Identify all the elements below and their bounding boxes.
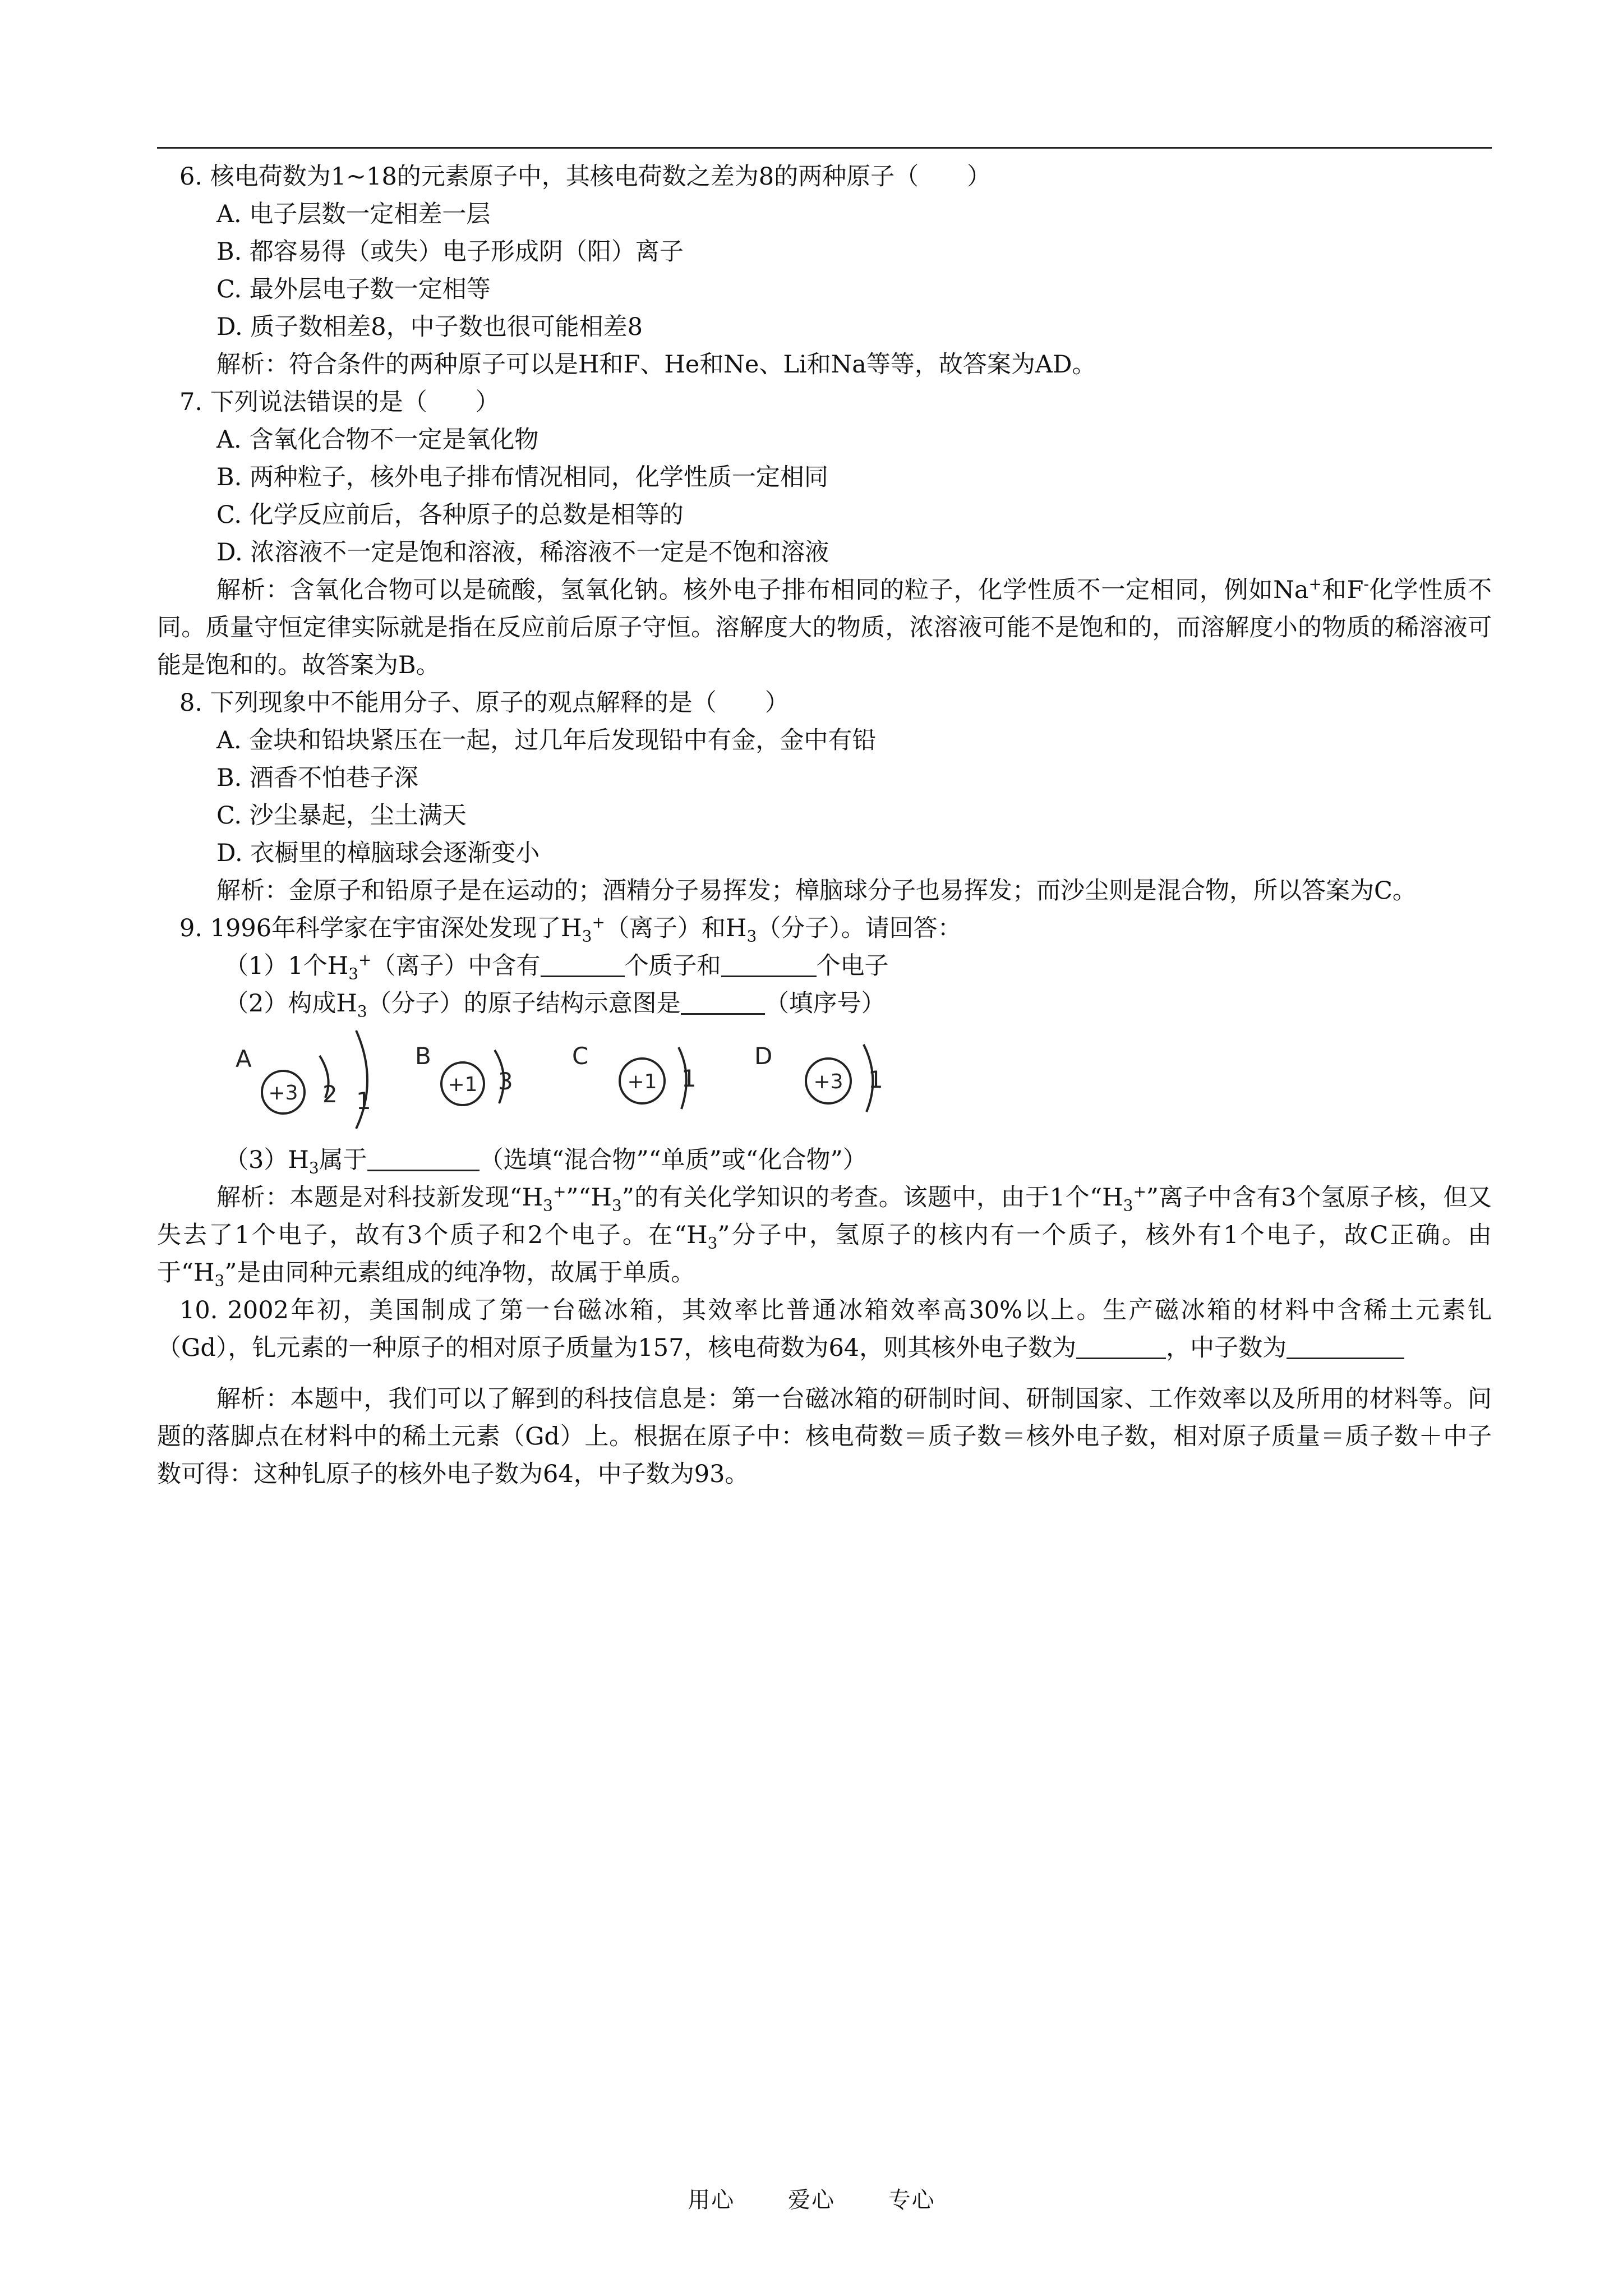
part-text: 个质子和 [624, 952, 721, 980]
question-8-option-d: D. 衣橱里的樟脑球会逐渐变小 [216, 839, 540, 867]
question-6-option-c: C. 最外层电子数一定相等 [216, 275, 491, 303]
subscript-3: 3 [582, 927, 592, 946]
question-6-analysis: 解析：符合条件的两种原子可以是H和F、He和Ne、Li和Na等等，故答案为AD。 [216, 351, 1096, 379]
analysis-text: 解析：含氧化合物可以是硫酸，氢氧化钠。核外电子排布相同的粒子，化学性质不一定相同，例如Na [216, 576, 1309, 604]
subscript-3: 3 [1123, 1196, 1133, 1215]
question-6-stem: 6. 核电荷数为1~18的元素原子中，其核电荷数之差为8的两种原子（ ） [179, 163, 992, 191]
atomic-structure-diagram [157, 1025, 1492, 1137]
part-text: （离子）中含有 [371, 952, 541, 980]
analysis-text: 解析：本题是对科技新发现“H [216, 1184, 543, 1212]
subscript-3: 3 [357, 1002, 367, 1021]
header-rule [157, 147, 1492, 149]
part-text: （填序号） [764, 990, 886, 1018]
superscript-minus: - [1363, 574, 1369, 593]
answer-blank[interactable] [721, 953, 817, 977]
shell-electrons-c1: 1 [681, 1065, 697, 1092]
stem-text: 9. 1996年科学家在宇宙深处发现了H [179, 914, 582, 942]
part-text: （2）构成H [224, 990, 357, 1018]
question-6-option-d: D. 质子数相差8，中子数也很可能相差8 [216, 313, 643, 341]
question-7-analysis [157, 572, 1492, 684]
superscript-plus: + [552, 1182, 566, 1201]
shell-electrons-a1: 2 [322, 1080, 338, 1108]
question-7-option-d: D. 浓溶液不一定是饱和溶液，稀溶液不一定是不饱和溶液 [216, 539, 829, 567]
footer-text-1: 用心 [688, 2187, 735, 2213]
atom-diagrams-svg [236, 1025, 1021, 1137]
stem-text: 10. 2002年初，美国制成了第一台磁冰箱，其效率比普通冰箱效率高30%以上。生产磁冰箱的材料中含稀土元素钆（Gd），钆元素的一种原子的相对原子质量为157，核电荷数为64，则其核外电子数为 [157, 1296, 1492, 1362]
superscript-plus: + [592, 913, 605, 932]
question-10-analysis: 解析：本题中，我们可以了解到的科技信息是：第一台磁冰箱的研制时间、研制国家、工作效率以及所用的材料等。问题的落脚点在材料中的稀土元素（Gd）上。根据在原子中：核电荷数＝质子数＝核外电子数，相对原子质量＝质子数＋中子数可得：这种钆原子的核外电子数为64，中子数为93。 [157, 1385, 1492, 1488]
question-6-option-a: A. 电子层数一定相差一层 [216, 200, 491, 228]
analysis-text: 化学性质不同。质量守恒定律实际就是指在反应前后原子守恒。溶解度大的物质，浓溶液可能不是饱和的，而溶解度小的物质的稀溶液可能是饱和的。故答案为B。 [157, 576, 1492, 679]
atom-c [572, 1042, 697, 1109]
question-9-part-1 [157, 947, 1492, 985]
analysis-text: ”分子中，氢原子的核内有一个质子，核外有1个电子，故C正确。由于“H [157, 1221, 1492, 1287]
analysis-text: ”是由同种元素组成的纯净物，故属于单质。 [224, 1259, 695, 1287]
question-7-option-c: C. 化学反应前后，各种原子的总数是相等的 [216, 501, 684, 529]
stem-text: （分子）。请回答： [757, 914, 962, 942]
question-8-option-c: C. 沙尘暴起，尘土满天 [216, 802, 467, 830]
stem-text: （离子）和H [605, 914, 747, 942]
nucleus-charge-a: +3 [268, 1082, 298, 1105]
part-text: 属于 [319, 1146, 367, 1174]
subscript-3: 3 [214, 1271, 225, 1290]
question-7-option-b: B. 两种粒子，核外电子排布情况相同，化学性质一定相同 [216, 463, 828, 491]
spacer [157, 1367, 1492, 1381]
stem-text: ，中子数为 [1166, 1334, 1287, 1362]
answer-blank[interactable] [681, 991, 765, 1015]
part-text: （选填“混合物”“单质”或“化合物”） [479, 1146, 867, 1174]
subscript-3: 3 [707, 1234, 718, 1253]
answer-blank[interactable] [541, 953, 625, 977]
question-7-option-a: A. 含氧化合物不一定是氧化物 [216, 426, 539, 454]
question-9-part-3 [157, 1142, 1492, 1179]
document-body [157, 158, 1492, 1493]
answer-blank[interactable] [367, 1147, 479, 1171]
shell-electrons-d1: 1 [868, 1066, 883, 1093]
atom-label-d: D [754, 1042, 773, 1070]
part-text: （1）1个H [224, 952, 349, 980]
atom-d [754, 1042, 883, 1112]
subscript-3: 3 [308, 1158, 319, 1177]
superscript-plus: + [1133, 1182, 1146, 1201]
subscript-3: 3 [611, 1196, 622, 1215]
question-6-option-b: B. 都容易得（或失）电子形成阴（阳）离子 [216, 238, 684, 266]
question-9-part-2 [157, 985, 1492, 1023]
atom-a [236, 1030, 371, 1129]
question-7-stem: 7. 下列说法错误的是（ ） [179, 388, 500, 416]
part-text: 个电子 [816, 952, 889, 980]
analysis-text: 和F [1321, 576, 1364, 604]
shell-electrons-b1: 3 [498, 1068, 513, 1095]
answer-blank[interactable] [1076, 1335, 1166, 1359]
footer-text-3: 专心 [888, 2187, 935, 2213]
analysis-text: ”离子中含有3个氢原子核，但又失去了1个电子，故有3个质子和2个电子。在“H [157, 1184, 1492, 1249]
atom-label-b: B [415, 1042, 431, 1070]
subscript-3: 3 [348, 964, 359, 983]
analysis-text: ”的有关化学知识的考查。该题中，由于1个“H [621, 1184, 1123, 1212]
footer-text-2: 爱心 [788, 2187, 835, 2213]
shell-electrons-a2: 1 [356, 1087, 371, 1115]
question-10-stem [157, 1292, 1492, 1367]
nucleus-charge-b: +1 [448, 1073, 478, 1096]
superscript-plus: + [358, 950, 372, 969]
question-8-option-a: A. 金块和铅块紧压在一起，过几年后发现铅中有金，金中有铅 [216, 726, 877, 754]
analysis-text: ”“H [566, 1184, 612, 1212]
answer-blank[interactable] [1287, 1335, 1404, 1359]
superscript-plus: + [1308, 574, 1322, 593]
part-text: （分子）的原子结构示意图是 [367, 990, 681, 1018]
subscript-3: 3 [543, 1196, 553, 1215]
atom-label-a: A [236, 1045, 252, 1073]
question-8-option-b: B. 酒香不怕巷子深 [216, 764, 418, 792]
question-9-stem [157, 910, 1492, 947]
subscript-3: 3 [746, 927, 757, 946]
atom-label-c: C [572, 1042, 589, 1070]
question-9-analysis [157, 1179, 1492, 1292]
question-8-stem: 8. 下列现象中不能用分子、原子的观点解释的是（ ） [179, 689, 789, 717]
page-footer [0, 2182, 1623, 2214]
nucleus-charge-d: +3 [813, 1070, 843, 1093]
nucleus-charge-c: +1 [627, 1070, 657, 1093]
question-8-analysis: 解析：金原子和铅原子是在运动的；酒精分子易挥发；樟脑球分子也易挥发；而沙尘则是混合物，所以答案为C。 [216, 877, 1417, 905]
part-text: （3）H [224, 1146, 309, 1174]
atom-b [415, 1042, 513, 1105]
